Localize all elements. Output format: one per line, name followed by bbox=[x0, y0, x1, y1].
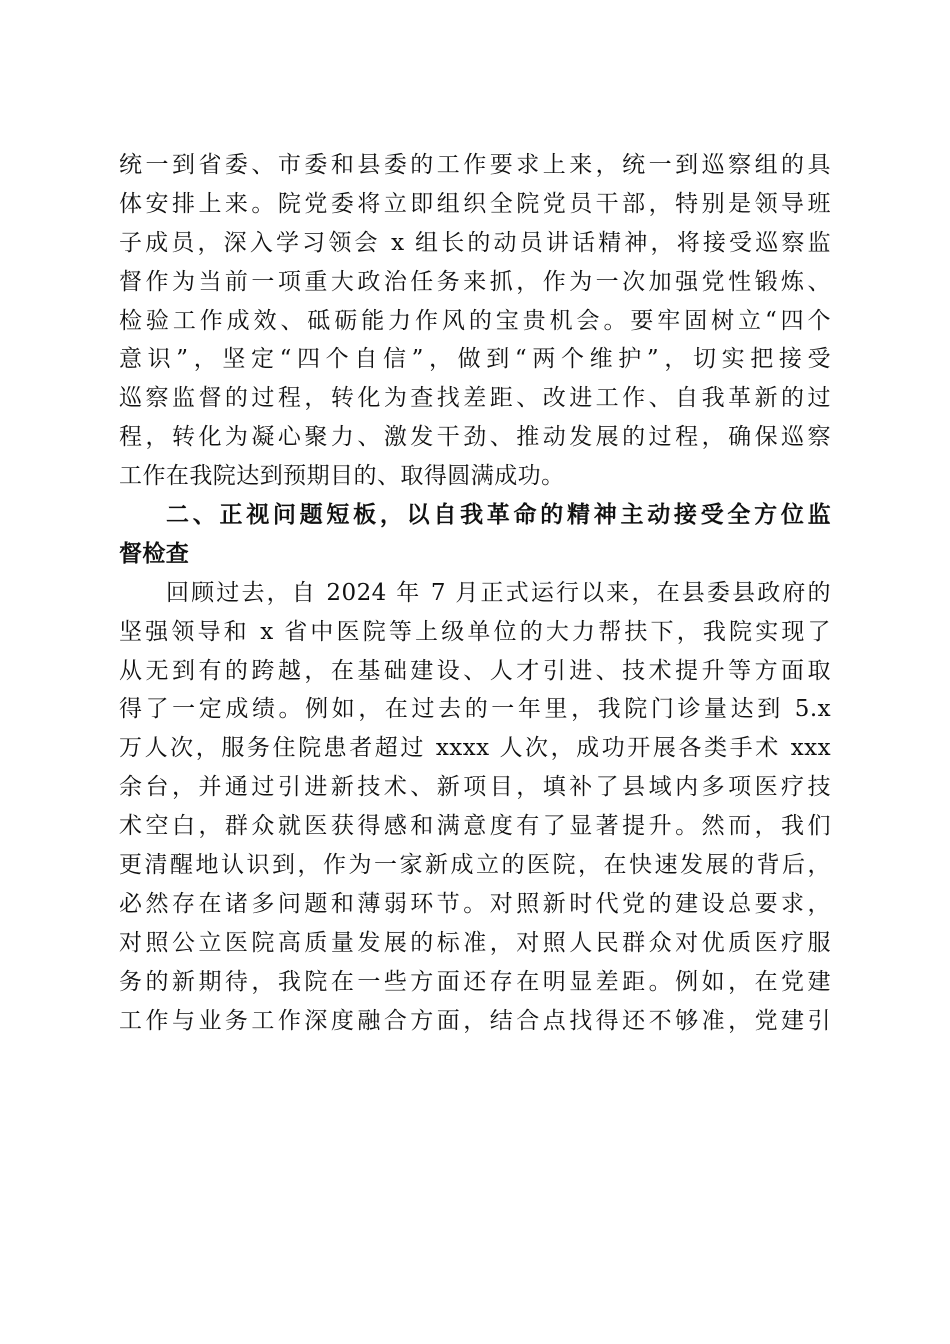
text-line: 意识”，坚定“四个自信”，做到“两个维护”，切实把接受 bbox=[119, 346, 831, 373]
text-line: 术空白，群众就医获得感和满意度有了显著提升。然而，我们 bbox=[119, 813, 831, 840]
paragraph-inspection-commitment bbox=[119, 146, 831, 496]
section-heading bbox=[119, 496, 831, 574]
text-line: 程，转化为凝心聚力、激发干劲、推动发展的过程，确保巡察 bbox=[119, 424, 831, 451]
text-line: 工作在我院达到预期目的、取得圆满成功。 bbox=[119, 463, 565, 490]
text-line: 必然存在诸多问题和薄弱环节。对照新时代党的建设总要求， bbox=[119, 890, 831, 917]
heading-line: 二、正视问题短板，以自我革命的精神主动接受全方位监 bbox=[166, 502, 831, 529]
text-line: 务的新期待，我院在一些方面还存在明显差距。例如，在党建 bbox=[119, 968, 831, 995]
text-line: 回顾过去，自 2024 年 7 月正式运行以来，在县委县政府的 bbox=[166, 579, 831, 606]
text-line: 从无到有的跨越，在基础建设、人才引进、技术提升等方面取 bbox=[119, 657, 831, 684]
text-line: 统一到省委、市委和县委的工作要求上来，统一到巡察组的具 bbox=[119, 152, 831, 178]
text-line: 坚强领导和 x 省中医院等上级单位的大力帮扶下，我院实现了 bbox=[119, 618, 831, 645]
text-line: 万人次，服务住院患者超过 xxxx 人次，成功开展各类手术 xxx bbox=[119, 735, 831, 762]
text-line: 体安排上来。院党委将立即组织全院党员干部，特别是领导班 bbox=[119, 190, 831, 217]
paragraph-review-past bbox=[119, 574, 831, 1041]
heading-line: 督检查 bbox=[119, 540, 190, 567]
text-line: 对照公立医院高质量发展的标准，对照人民群众对优质医疗服 bbox=[119, 929, 831, 956]
document-body bbox=[119, 146, 831, 1040]
text-line: 余台，并通过引进新技术、新项目，填补了县域内多项医疗技 bbox=[119, 774, 831, 801]
text-line: 工作与业务工作深度融合方面，结合点找得还不够准，党建引 bbox=[119, 1007, 831, 1034]
text-line: 得了一定成绩。例如，在过去的一年里，我院门诊量达到 5.x bbox=[119, 696, 831, 723]
text-line: 子成员，深入学习领会 x 组长的动员讲话精神，将接受巡察监 bbox=[119, 229, 831, 256]
text-line: 督作为当前一项重大政治任务来抓，作为一次加强党性锻炼、 bbox=[119, 268, 831, 295]
text-line: 检验工作成效、砥砺能力作风的宝贵机会。要牢固树立“四个 bbox=[119, 307, 831, 334]
text-line: 巡察监督的过程，转化为查找差距、改进工作、自我革新的过 bbox=[119, 385, 831, 412]
text-line: 更清醒地认识到，作为一家新成立的医院，在快速发展的背后， bbox=[119, 852, 831, 879]
